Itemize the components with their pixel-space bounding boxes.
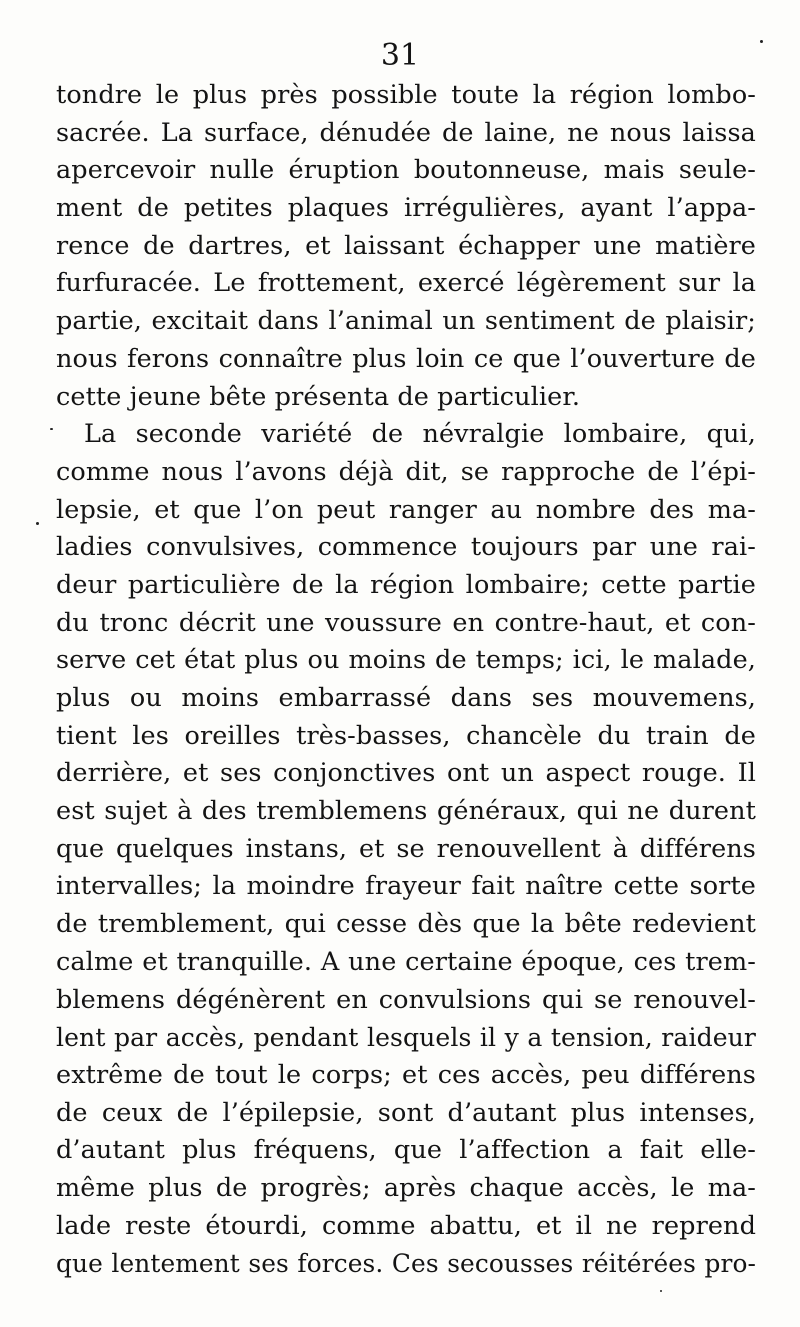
- ink-speck: [660, 1290, 662, 1292]
- text-line: ladies convulsives, commence toujours par une rai-: [56, 532, 756, 563]
- text-line: de ceux de l’épilepsie, sont d’autant plus intenses,: [56, 1097, 756, 1128]
- text-line: d’autant plus fréquens, que l’affection a fait elle-: [56, 1135, 756, 1166]
- text-line: est sujet à des tremblemens généraux, qui ne durent: [56, 796, 756, 827]
- paragraph-start-line: La seconde variété de névralgie lombaire, qui,: [84, 419, 756, 450]
- ink-speck: [50, 428, 53, 430]
- text-line: deur particulière de la région lombaire; cette partie: [56, 569, 756, 600]
- text-line: du tronc décrit une voussure en contre-haut, et con-: [56, 607, 756, 638]
- text-line: tient les oreilles très-basses, chancèle du train de: [56, 720, 756, 751]
- text-line: nous ferons connaître plus loin ce que l’ouverture de: [56, 343, 756, 374]
- text-line: apercevoir nulle éruption boutonneuse, mais seule-: [56, 155, 756, 186]
- text-line: rence de dartres, et laissant échapper une matière: [56, 230, 756, 261]
- text-line: extrême de tout le corps; et ces accès, peu différens: [56, 1059, 756, 1090]
- text-line: partie, excitait dans l’animal un sentiment de plaisir;: [56, 306, 756, 337]
- text-line: furfuracée. Le frottement, exercé légèrement sur la: [56, 268, 756, 299]
- text-line: lent par accès, pendant lesquels il y a tension, raideur: [56, 1023, 756, 1053]
- page-number: 31: [380, 38, 420, 73]
- text-line: blemens dégénèrent en convulsions qui se renouvel-: [56, 984, 756, 1015]
- text-line: que lentement ses forces. Ces secousses réitérées pro-: [56, 1249, 756, 1279]
- text-line: ment de petites plaques irrégulières, ayant l’appa-: [56, 193, 756, 224]
- text-line: de tremblement, qui cesse dès que la bête redevient: [56, 909, 756, 940]
- body-text: [56, 77, 756, 1283]
- text-line: intervalles; la moindre frayeur fait naître cette sorte: [56, 871, 756, 902]
- text-line: plus ou moins embarrassé dans ses mouvemens,: [56, 683, 756, 713]
- ink-speck: [760, 40, 763, 43]
- text-line: tondre le plus près possible toute la région lombo-: [56, 80, 756, 110]
- text-line: sacrée. La surface, dénudée de laine, ne nous laissa: [56, 117, 756, 148]
- text-line: que quelques instans, et se renouvellent à différens: [56, 833, 756, 864]
- text-line: lepsie, et que l’on peut ranger au nombre des ma-: [56, 494, 756, 525]
- text-line: serve cet état plus ou moins de temps; ici, le malade,: [56, 645, 756, 676]
- text-line: derrière, et ses conjonctives ont un aspect rouge. Il: [56, 758, 756, 789]
- text-line: comme nous l’avons déjà dit, se rapproche de l’épi-: [56, 456, 756, 487]
- text-line: lade reste étourdi, comme abattu, et il ne reprend: [56, 1210, 756, 1241]
- paragraph-end-line: cette jeune bête présenta de particulier.: [56, 381, 581, 412]
- text-line: calme et tranquille. A une certaine époque, ces trem-: [56, 946, 756, 977]
- text-line: même plus de progrès; après chaque accès, le ma-: [56, 1172, 756, 1203]
- ink-speck: [36, 522, 39, 525]
